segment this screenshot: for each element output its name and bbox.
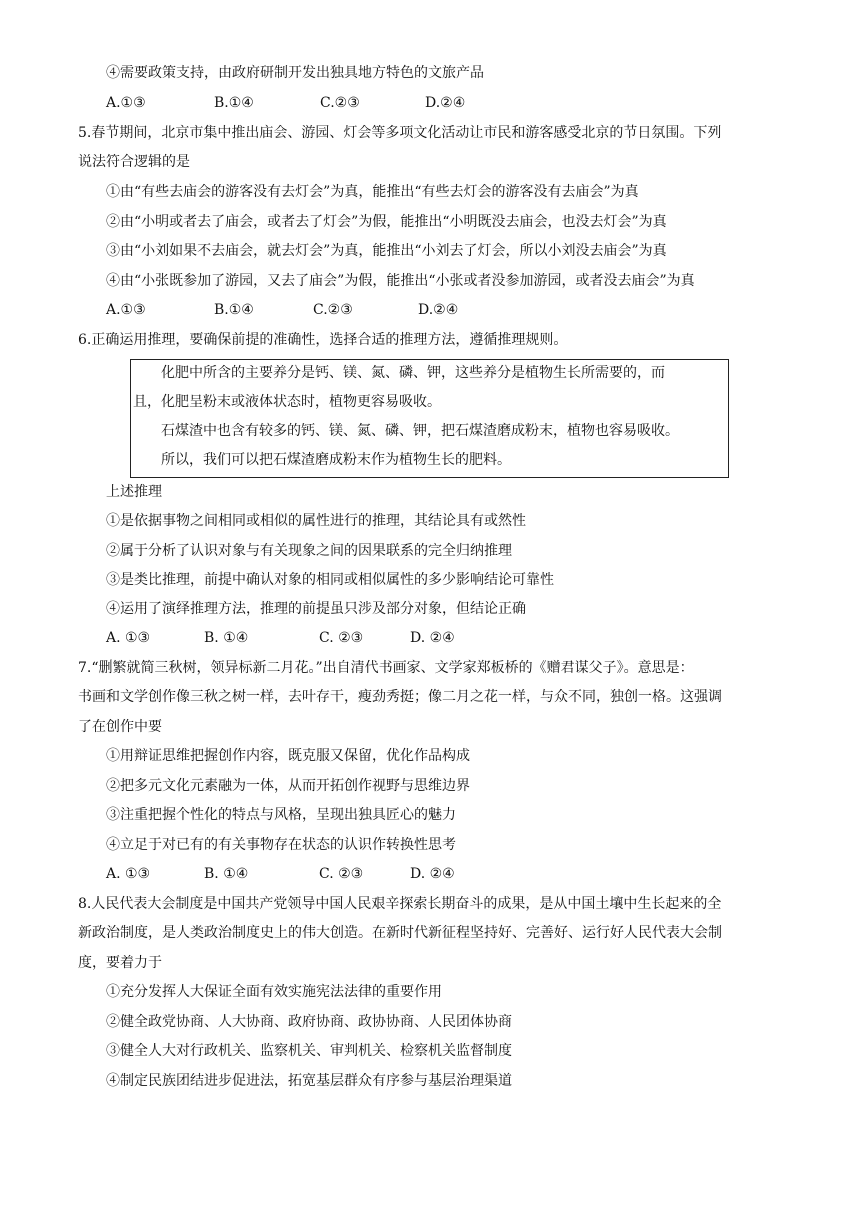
q4-options	[106, 93, 506, 113]
q5-item-3: ③由“小刘如果不去庙会，就去灯会”为真，能推出“小刘去了灯会，所以小刘没去庙会”为真	[106, 243, 667, 259]
q5-option-a: A.①③	[106, 302, 146, 318]
q4-option-a: A.①③	[106, 95, 146, 111]
q6-box-line-4: 所以，我们可以把石煤渣磨成粉末作为植物生长的肥料。	[161, 452, 511, 468]
q5-item-4: ④由“小张既参加了游园，又去了庙会”为假，能推出“小张或者没参加游园，或者没去庙会”为真	[106, 273, 695, 289]
q8-item-3: ③健全人大对行政机关、监察机关、审判机关、检察机关监督制度	[106, 1043, 512, 1059]
q6-item-1: ①是依据事物之间相同或相似的属性进行的推理，其结论具有或然性	[106, 513, 526, 529]
q6-option-c: C. ②③	[319, 630, 364, 646]
q8-stem-line-2: 新政治制度，是人类政治制度史上的伟大创造。在新时代新征程坚持好、完善好、运行好人民代表大会制	[78, 925, 722, 941]
q7-stem-line-2: 书画和文学创作像三秋之树一样，去叶存干，瘦劲秀挺；像二月之花一样，与众不同，独创一格。这强调	[78, 689, 722, 705]
q5-option-d: D.②④	[418, 302, 459, 318]
q7-option-a: A. ①③	[106, 866, 151, 882]
q7-item-4: ④立足于对已有的有关事物存在状态的认识作转换性思考	[106, 837, 456, 853]
q5-option-c: C.②③	[313, 302, 353, 318]
q7-option-c: C. ②③	[319, 866, 364, 882]
q6-item-2: ②属于分析了认识对象与有关现象之间的因果联系的完全归纳推理	[106, 543, 512, 559]
q7-options	[106, 864, 506, 884]
q5-stem-line-1: 5.春节期间，北京市集中推出庙会、游园、灯会等多项文化活动让市民和游客感受北京的节日氛围。下列	[78, 125, 722, 141]
q6-box-line-3: 石煤渣中也含有较多的钙、镁、氮、磷、钾，把石煤渣磨成粉末，植物也容易吸收。	[161, 423, 679, 439]
q7-item-3: ③注重把握个性化的特点与风格，呈现出独具匠心的魅力	[106, 807, 456, 823]
q8-stem-line-3: 度，要着力于	[78, 955, 162, 971]
q6-stem: 6.正确运用推理，要确保前提的准确性，选择合适的推理方法，遵循推理规则。	[78, 332, 568, 348]
q7-item-2: ②把多元文化元素融为一体，从而开拓创作视野与思维边界	[106, 778, 470, 794]
q7-option-d: D. ②④	[410, 866, 455, 882]
q6-item-4: ④运用了演绎推理方法，推理的前提虽只涉及部分对象，但结论正确	[106, 601, 526, 617]
q8-item-2: ②健全政党协商、人大协商、政府协商、政协协商、人民团体协商	[106, 1014, 512, 1030]
q6-box-line-2: 且，化肥呈粉末或液体状态时，植物更容易吸收。	[133, 394, 441, 410]
q8-item-1: ①充分发挥人大保证全面有效实施宪法法律的重要作用	[106, 984, 442, 1000]
q5-item-2: ②由“小明或者去了庙会，或者去了灯会”为假，能推出“小明既没去庙会，也没去灯会”为真	[106, 214, 667, 230]
q6-lead: 上述推理	[106, 484, 162, 500]
q6-option-b: B. ①④	[204, 630, 249, 646]
q4-item-4: ④需要政策支持，由政府研制开发出独具地方特色的文旅产品	[106, 65, 484, 81]
q6-options	[106, 628, 506, 648]
q6-option-d: D. ②④	[410, 630, 455, 646]
q4-option-c: C.②③	[320, 95, 360, 111]
q4-option-d: D.②④	[425, 95, 466, 111]
q7-stem-line-3: 了在创作中要	[78, 719, 162, 735]
q5-stem-line-2: 说法符合逻辑的是	[78, 154, 190, 170]
q6-box-line-1: 化肥中所含的主要养分是钙、镁、氮、磷、钾，这些养分是植物生长所需要的，而	[161, 365, 665, 381]
q4-option-b: B.①④	[214, 95, 254, 111]
q7-stem-line-1: 7.“删繁就简三秋树，领异标新二月花。”出自清代书画家、文学家郑板桥的《赠君谋父子》。意思是：	[78, 660, 694, 676]
q6-item-3: ③是类比推理，前提中确认对象的相同或相似属性的多少影响结论可靠性	[106, 572, 554, 588]
q5-option-b: B.①④	[214, 302, 254, 318]
q5-options	[106, 300, 506, 320]
q8-item-4: ④制定民族团结进步促进法，拓宽基层群众有序参与基层治理渠道	[106, 1073, 512, 1089]
q5-item-1: ①由“有些去庙会的游客没有去灯会”为真，能推出“有些去灯会的游客没有去庙会”为真	[106, 184, 639, 200]
q7-option-b: B. ①④	[204, 866, 249, 882]
q8-stem-line-1: 8.人民代表大会制度是中国共产党领导中国人民艰辛探索长期奋斗的成果，是从中国土壤中生长起来的全	[78, 896, 722, 912]
q7-item-1: ①用辩证思维把握创作内容，既克服又保留，优化作品构成	[106, 748, 470, 764]
q6-option-a: A. ①③	[106, 630, 151, 646]
